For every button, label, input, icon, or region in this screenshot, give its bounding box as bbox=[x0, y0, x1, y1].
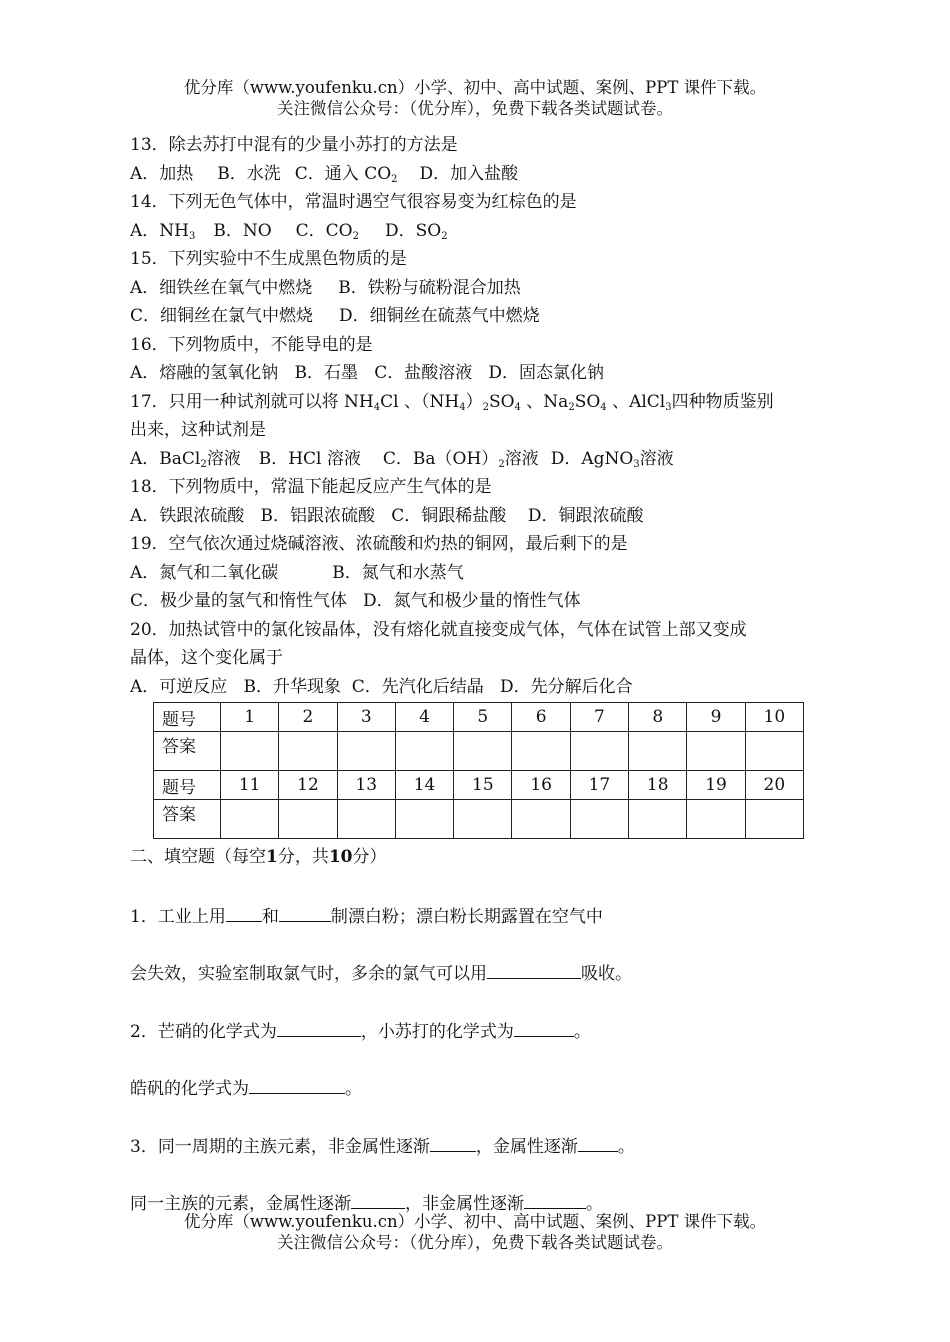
q14-options: A．$NH_3$ B．NO C．$CO_2$ D．$SO_2$ bbox=[130, 220, 448, 242]
answer-table bbox=[153, 702, 804, 839]
fill-question-2: 2．芒硝的化学式为 ，小苏打的化学式为 。 皓矾的化学式为 。 bbox=[130, 1016, 830, 1102]
q20-stem-line2: 晶体，这个变化属于 bbox=[130, 648, 283, 668]
answer-cell[interactable] bbox=[745, 800, 803, 839]
answer-table-answer-row-2 bbox=[154, 800, 804, 839]
fill-blank[interactable] bbox=[578, 1131, 618, 1152]
q17-stem: 17．只用一种试剂就可以将 $NH_4Cl$ 、$(NH_4)_2SO_4$ 、$Na_2SO_4$ 、AlCl$_3$四种物质鉴别 bbox=[130, 391, 774, 413]
answer-cell[interactable] bbox=[395, 732, 453, 771]
question-number-cell: 19 bbox=[687, 771, 745, 800]
fill-blank[interactable] bbox=[514, 1016, 574, 1037]
answer-cell[interactable] bbox=[629, 732, 687, 771]
question-number-cell: 11 bbox=[221, 771, 279, 800]
answer-cell[interactable] bbox=[337, 732, 395, 771]
answer-cell[interactable] bbox=[745, 732, 803, 771]
question-number-cell: 3 bbox=[337, 703, 395, 732]
question-number-cell: 9 bbox=[687, 703, 745, 732]
header-line-2: 关注微信公众号：（优分库），免费下载各类试题试卷。 bbox=[277, 99, 673, 118]
question-number-cell: 4 bbox=[395, 703, 453, 732]
footer-line-2: 关注微信公众号：（优分库），免费下载各类试题试卷。 bbox=[277, 1233, 673, 1252]
answer-cell[interactable] bbox=[221, 732, 279, 771]
question-number-cell: 10 bbox=[745, 703, 803, 732]
page-header bbox=[0, 77, 950, 119]
answer-cell[interactable] bbox=[512, 800, 570, 839]
question-number-cell: 6 bbox=[512, 703, 570, 732]
q15-options-cd: C．细铜丝在氯气中燃烧 D．细铜丝在硫蒸气中燃烧 bbox=[130, 306, 540, 326]
header-line-1: 优分库（www.youfenku.cn）小学、初中、高中试题、案例、PPT 课件下载。 bbox=[183, 78, 767, 97]
q13-stem: 13．除去苏打中混有的少量小苏打的方法是 bbox=[130, 135, 458, 155]
answer-cell[interactable] bbox=[687, 800, 745, 839]
answer-cell[interactable] bbox=[337, 800, 395, 839]
answer-cell[interactable] bbox=[454, 732, 512, 771]
fill-question-3: 3．同一周期的主族元素，非金属性逐渐 ，金属性逐渐 。 同一主族的元素，金属性逐渐 ，非金属性逐渐 。 bbox=[130, 1131, 830, 1217]
fill-blank[interactable] bbox=[487, 958, 581, 979]
q17-stem-line2: 出来，这种试剂是 bbox=[130, 420, 266, 440]
page-footer bbox=[0, 1211, 950, 1253]
q20-stem-line1: 20．加热试管中的氯化铵晶体，没有熔化就直接变成气体，气体在试管上部又变成 bbox=[130, 619, 747, 640]
answer-cell[interactable] bbox=[570, 800, 628, 839]
q19-stem: 19．空气依次通过烧碱溶液、浓硫酸和灼热的铜网，最后剩下的是 bbox=[130, 534, 628, 554]
answer-label: 答案 bbox=[154, 732, 221, 771]
q19-options-ab: A．氮气和二氧化碳 B．氮气和水蒸气 bbox=[130, 562, 464, 583]
section-2-title: 二、填空题（每空1分，共10分） bbox=[130, 847, 387, 867]
question-number-cell: 14 bbox=[395, 771, 453, 800]
question-number-cell: 13 bbox=[337, 771, 395, 800]
question-number-cell: 18 bbox=[629, 771, 687, 800]
question-number-cell: 1 bbox=[221, 703, 279, 732]
q19-options-cd: C．极少量的氢气和惰性气体 D．氮气和极少量的惰性气体 bbox=[130, 591, 581, 611]
question-number-cell: 16 bbox=[512, 771, 570, 800]
question-number-label: 题号 bbox=[154, 703, 221, 732]
question-number-cell: 12 bbox=[279, 771, 337, 800]
answer-cell[interactable] bbox=[279, 732, 337, 771]
question-number-cell: 17 bbox=[570, 771, 628, 800]
q16-stem: 16．下列物质中，不能导电的是 bbox=[130, 334, 373, 355]
answer-cell[interactable] bbox=[512, 732, 570, 771]
q16-options: A．熔融的氢氧化钠 B．石墨 C．盐酸溶液 D．固态氯化钠 bbox=[130, 363, 605, 383]
answer-cell[interactable] bbox=[629, 800, 687, 839]
fill-blank[interactable] bbox=[351, 1188, 405, 1209]
question-number-cell: 7 bbox=[570, 703, 628, 732]
q15-options-ab: A．细铁丝在氧气中燃烧 B．铁粉与硫粉混合加热 bbox=[130, 277, 521, 298]
answer-table-answer-row-1 bbox=[154, 732, 804, 771]
answer-cell[interactable] bbox=[687, 732, 745, 771]
q17-options: A．BaCl$_2$溶液 B．HCl 溶液 C．$Ba(OH)_2$溶液 D．AgNO$_3$溶液 bbox=[130, 448, 674, 470]
fill-blank[interactable] bbox=[226, 901, 262, 922]
fill-question-1: 1．工业上用 和 制漂白粉；漂白粉长期露置在空气中 会失效，实验室制取氯气时，多余的氯气可以用 吸收。 bbox=[130, 901, 830, 987]
answer-table-header-row-2 bbox=[154, 771, 804, 800]
q14-stem: 14．下列无色气体中，常温时遇空气很容易变为红棕色的是 bbox=[130, 192, 577, 212]
document-body bbox=[130, 131, 830, 1217]
answer-cell[interactable] bbox=[570, 732, 628, 771]
question-number-cell: 20 bbox=[745, 771, 803, 800]
fill-blank[interactable] bbox=[249, 1073, 345, 1094]
fill-blank[interactable] bbox=[277, 1016, 361, 1037]
fill-blank[interactable] bbox=[430, 1131, 476, 1152]
fill-blank[interactable] bbox=[524, 1188, 586, 1209]
question-number-cell: 2 bbox=[279, 703, 337, 732]
answer-label: 答案 bbox=[154, 800, 221, 839]
question-number-cell: 5 bbox=[454, 703, 512, 732]
q15-stem: 15．下列实验中不生成黑色物质的是 bbox=[130, 249, 407, 269]
answer-cell[interactable] bbox=[279, 800, 337, 839]
question-number-cell: 15 bbox=[454, 771, 512, 800]
question-number-label: 题号 bbox=[154, 771, 221, 800]
answer-cell[interactable] bbox=[454, 800, 512, 839]
question-number-cell: 8 bbox=[629, 703, 687, 732]
answer-cell[interactable] bbox=[395, 800, 453, 839]
fill-blank[interactable] bbox=[279, 901, 331, 922]
footer-line-1: 优分库（www.youfenku.cn）小学、初中、高中试题、案例、PPT 课件下载。 bbox=[183, 1212, 767, 1231]
q18-stem: 18．下列物质中，常温下能起反应产生气体的是 bbox=[130, 477, 492, 497]
answer-cell[interactable] bbox=[221, 800, 279, 839]
answer-table-header-row-1 bbox=[154, 703, 804, 732]
q20-options: A．可逆反应 B．升华现象 C．先汽化后结晶 D．先分解后化合 bbox=[130, 676, 633, 697]
q13-options: A．加热 B．水洗 C．通入 $CO_2$ D．加入盐酸 bbox=[130, 163, 519, 185]
q18-options: A．铁跟浓硫酸 B．铝跟浓硫酸 C．铜跟稀盐酸 D．铜跟浓硫酸 bbox=[130, 505, 644, 526]
